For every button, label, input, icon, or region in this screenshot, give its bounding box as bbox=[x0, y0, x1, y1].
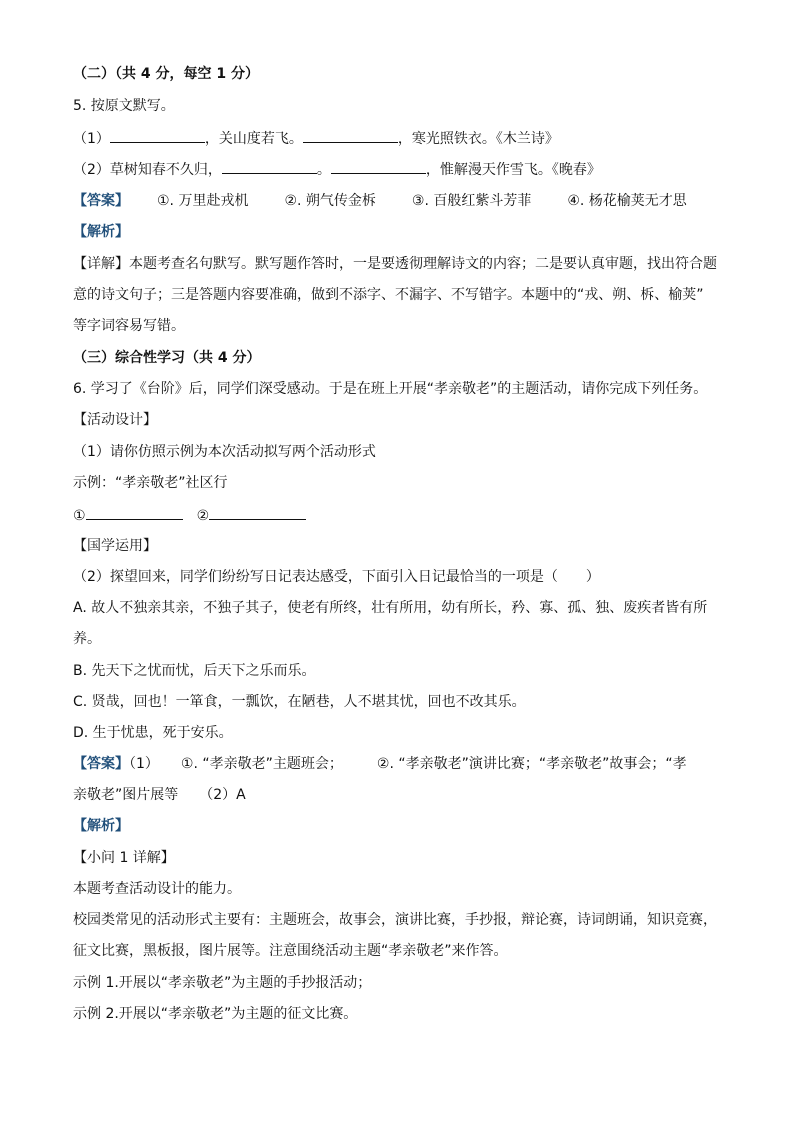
answer-tag: 【答案】 bbox=[73, 193, 129, 209]
activity-design-tag: 【活动设计】 bbox=[73, 412, 157, 428]
line-2-text-c: ，惟解漫天作雪飞。《晚春》 bbox=[425, 162, 601, 178]
answer-q6-number: （1） bbox=[129, 756, 159, 772]
answer-row-q5 bbox=[73, 191, 687, 211]
small-question-tag: 【小问 1 详解】 bbox=[73, 850, 175, 866]
answer-q6-item-1: ①. “孝亲敬老”主题班会； bbox=[180, 756, 343, 772]
sub-question-1: （1）请你仿照示例为本次活动拟写两个活动形式 bbox=[73, 444, 376, 460]
example-2-line: 示例 2.开展以“孝亲敬老”为主题的征文比赛。 bbox=[73, 1006, 358, 1022]
answer-item-2: ②. 朔气传金柝 bbox=[284, 193, 376, 209]
detail-line-1: 【详解】本题考查名句默写。默写题作答时，一是要透彻理解诗文的内容；二是要认真审题，找出符合题 bbox=[73, 256, 717, 272]
detail-line-3: 等字词容易写错。 bbox=[73, 318, 185, 334]
explanation-line-2: 校园类常见的活动形式主要有：主题班会，故事会，演讲比赛，手抄报，辩论赛，诗词朗诵，知识竞赛， bbox=[73, 912, 717, 928]
answer-tag-q6: 【答案】 bbox=[73, 756, 129, 772]
line-1-text-a: ，关山度若飞。 bbox=[204, 131, 303, 147]
classics-usage-tag: 【国学运用】 bbox=[73, 538, 157, 554]
answer-blank-1 bbox=[110, 128, 205, 143]
answer-item-1: ①. 万里赴戎机 bbox=[157, 193, 249, 209]
explanation-line-3: 征文比赛，黑板报，图片展等。注意围绕活动主题“孝亲敬老”来作答。 bbox=[73, 943, 508, 959]
answer-item-4: ④. 杨花榆荚无才思 bbox=[567, 193, 687, 209]
explanation-line-1: 本题考查活动设计的能力。 bbox=[73, 881, 241, 897]
option-a-line-2: 养。 bbox=[73, 631, 101, 647]
example-1-line: 示例 1.开展以“孝亲敬老”为主题的手抄报活动； bbox=[73, 975, 372, 991]
option-c: C. 贤哉，回也！一箪食，一瓢饮，在陋巷，人不堪其忧，回也不改其乐。 bbox=[73, 694, 526, 710]
blank-label-2: ② bbox=[196, 508, 210, 524]
question-5-line-2 bbox=[73, 159, 601, 180]
activity-blanks-row bbox=[73, 505, 306, 526]
example-line: 示例：“孝亲敬老”社区行 bbox=[73, 475, 228, 491]
option-d: D. 生于忧患，死于安乐。 bbox=[73, 725, 233, 741]
answer-item-3: ③. 百般红紫斗芳菲 bbox=[411, 193, 532, 209]
line-2-text-b: 。 bbox=[316, 162, 331, 178]
line-1-text-b: ，寒光照铁衣。《木兰诗》 bbox=[397, 131, 559, 147]
answer-blank-4 bbox=[331, 159, 426, 174]
line-2-text-a: （2）草树知春不久归， bbox=[73, 162, 222, 178]
sub-question-2: （2）探望回来，同学们纷纷写日记表达感受，下面引入日记最恰当的一项是（ ） bbox=[73, 569, 600, 585]
answer-q6-item-2: ②. “孝亲敬老”演讲比赛；“孝亲敬老”故事会；“孝 bbox=[376, 756, 687, 772]
line-1-number: （1） bbox=[73, 131, 110, 147]
section-2-heading: （二）（共 4 分，每空 1 分） bbox=[73, 66, 259, 82]
question-5-line-1 bbox=[73, 128, 559, 149]
blank-label-1: ① bbox=[73, 508, 86, 524]
option-b: B. 先天下之忧而忧，后天下之乐而乐。 bbox=[73, 663, 316, 679]
activity-blank-2 bbox=[209, 505, 306, 520]
activity-blank-1 bbox=[86, 505, 183, 520]
analysis-tag-q6: 【解析】 bbox=[73, 818, 129, 834]
analysis-tag: 【解析】 bbox=[73, 224, 129, 240]
answer-row-q6 bbox=[73, 754, 687, 774]
answer-blank-3 bbox=[222, 159, 317, 174]
section-3-heading: （三）综合性学习（共 4 分） bbox=[73, 350, 261, 366]
option-a-line-1: A. 故人不独亲其亲，不独子其子，使老有所终，壮有所用，幼有所长，矜、寡、孤、独、废疾者皆有所 bbox=[73, 600, 708, 616]
question-6-stem: 6. 学习了《台阶》后，同学们深受感动。于是在班上开展“孝亲敬老”的主题活动，请你完成下列任务。 bbox=[73, 381, 708, 397]
question-5-stem: 5. 按原文默写。 bbox=[73, 98, 175, 114]
answer-blank-2 bbox=[303, 128, 398, 143]
detail-line-2: 意的诗文句子；三是答题内容要准确，做到不添字、不漏字、不写错字。本题中的“戎、朔、柝、榆荚” bbox=[73, 287, 704, 303]
answer-q6-line-2: 亲敬老”图片展等 （2）A bbox=[73, 787, 246, 803]
